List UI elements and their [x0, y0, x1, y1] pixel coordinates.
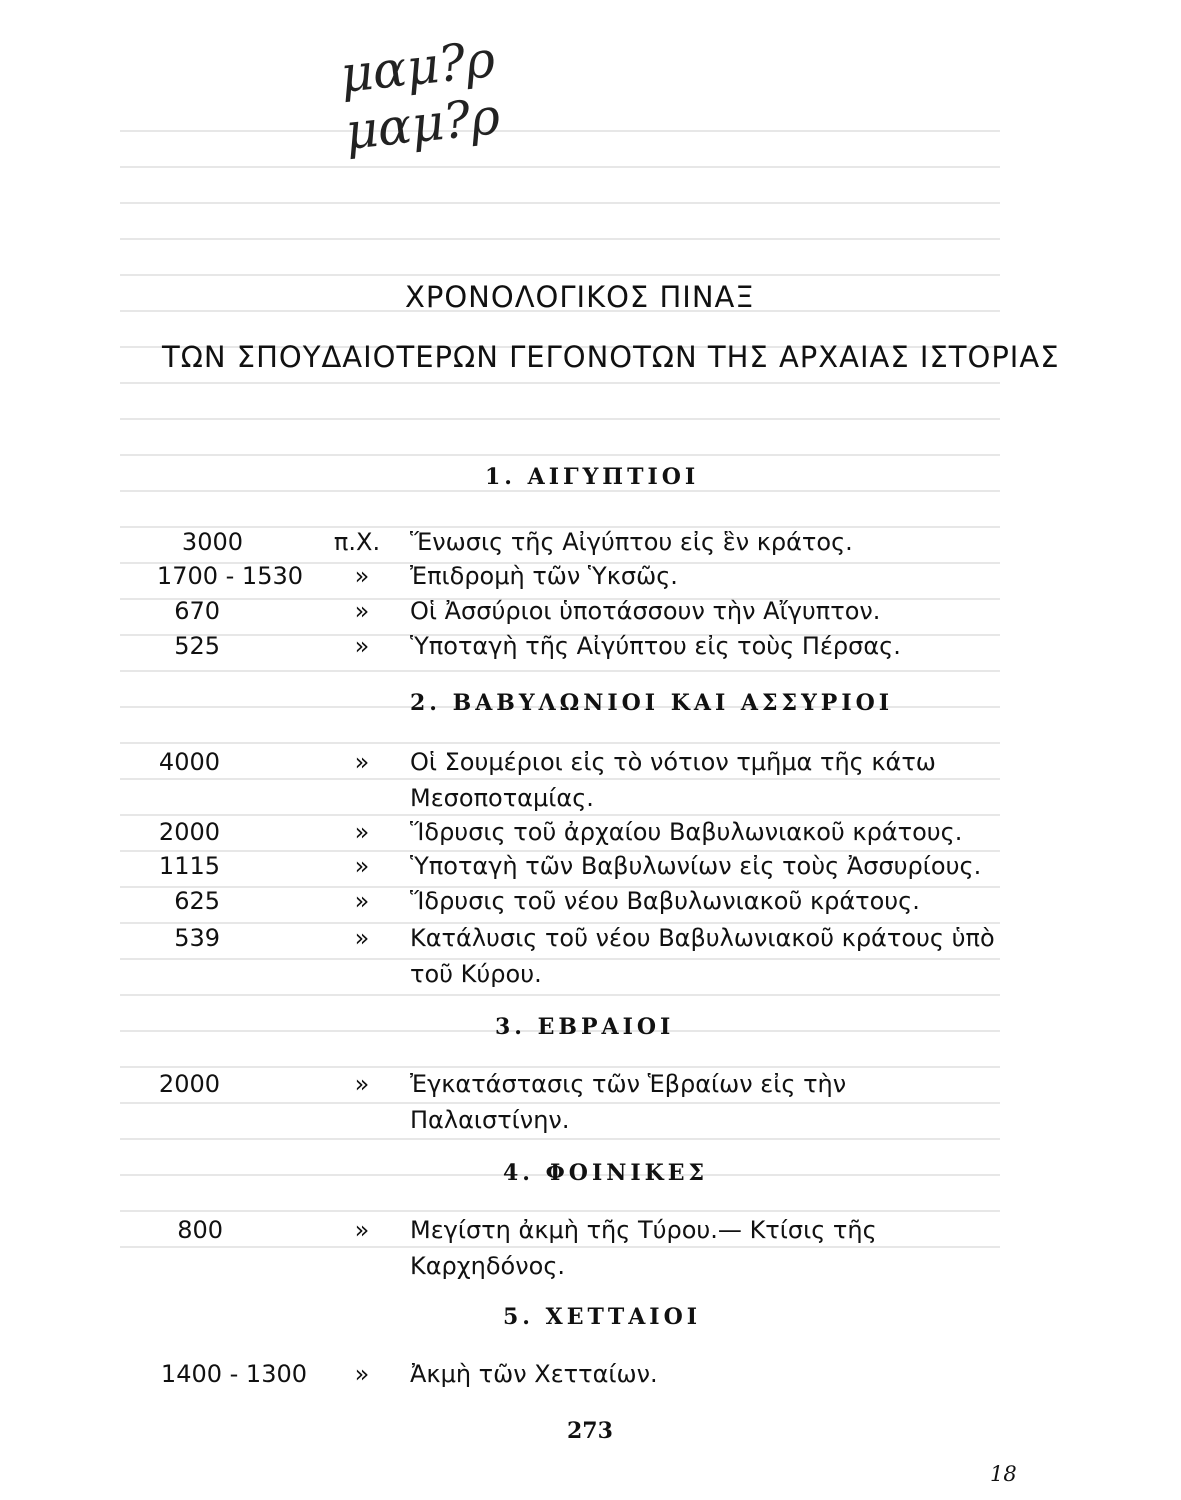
entry-year: 1700 - 1530 [156, 562, 303, 590]
entry-year: 4000 [158, 748, 220, 776]
entry-text: Ἐπιδρομὴ τῶν Ὑκσῶς. [410, 562, 678, 590]
entry-era: » [354, 1360, 370, 1388]
handwritten-note-1: μαμ?ρ [337, 30, 498, 104]
section-heading-hebrews: 3. ΕΒΡΑΙΟΙ [495, 1014, 675, 1040]
entry-year: 625 [174, 887, 220, 915]
folio-number: 18 [990, 1462, 1017, 1486]
entry-year: 525 [174, 632, 220, 660]
entry-year: 2000 [158, 1070, 220, 1098]
entry-year: 2000 [158, 818, 220, 846]
entry-text: Ἀκμὴ τῶν Χετταίων. [410, 1360, 658, 1388]
entry-era: » [354, 1216, 370, 1244]
entry-year: 539 [174, 924, 220, 952]
entry-text: Ὑποταγὴ τῆς Αἰγύπτου εἰς τοὺς Πέρσας. [410, 632, 901, 660]
entry-year: 800 [177, 1216, 223, 1244]
entry-text: Ἵδρυσις τοῦ ἀρχαίου Βαβυλωνιακοῦ κράτους. [410, 818, 963, 846]
entry-year: 1115 [158, 852, 220, 880]
page-number: 273 [567, 1418, 613, 1444]
section-heading-babylonians: 2. ΒΑΒΥΛΩΝΙΟΙ ΚΑΙ ΑΣΣΥΡΙΟΙ [410, 690, 894, 716]
entry-era: » [354, 924, 370, 952]
entry-text: Μεγίστη ἀκμὴ τῆς Τύρου.— Κτίσις τῆς Καρχηδόνος. [410, 1216, 877, 1280]
entry-text: Οἱ Σουμέριοι εἰς τὸ νότιον τμῆμα τῆς κάτω Μεσοποταμίας. [410, 748, 936, 812]
entry-year: 670 [174, 597, 220, 625]
entry-era: π.Χ. [333, 528, 381, 556]
entry-era: » [354, 748, 370, 776]
entry-text: Ἕνωσις τῆς Αἰγύπτου εἰς ἓν κράτος. [410, 528, 853, 556]
section-heading-phoenicians: 4. ΦΟΙΝΙΚΕΣ [503, 1160, 709, 1186]
section-heading-hittites: 5. ΧΕΤΤΑΙΟΙ [503, 1304, 702, 1330]
entry-era: » [354, 562, 370, 590]
entry-era: » [354, 1070, 370, 1098]
entry-era: » [354, 818, 370, 846]
entry-era: » [354, 632, 370, 660]
entry-text: Ὑποταγὴ τῶν Βαβυλωνίων εἰς τοὺς Ἀσσυρίους. [410, 852, 982, 880]
page-title: ΧΡΟΝΟΛΟΓΙΚΟΣ ΠΙΝΑΞ [405, 280, 755, 314]
entry-year: 3000 [181, 528, 243, 556]
entry-text: Ἐγκατάστασις τῶν Ἑβραίων εἰς τὴν Παλαιστίνην. [410, 1070, 847, 1134]
entry-text: Κατάλυσις τοῦ νέου Βαβυλωνιακοῦ κράτους ὑπὸ τοῦ Κύρου. [410, 924, 995, 988]
entry-text: Οἱ Ἀσσύριοι ὑποτάσσουν τὴν Αἴγυπτον. [410, 597, 881, 625]
entry-year: 1400 - 1300 [160, 1360, 307, 1388]
entry-era: » [354, 852, 370, 880]
entry-era: » [354, 887, 370, 915]
entry-era: » [354, 597, 370, 625]
page-subtitle: ΤΩΝ ΣΠΟΥΔΑΙΟΤΕΡΩΝ ΓΕΓΟΝΟΤΩΝ ΤΗΣ ΑΡΧΑΙΑΣ ΙΣΤΟΡΙΑΣ [162, 340, 1060, 374]
handwritten-note-2: μαμ?ρ [342, 87, 503, 161]
section-heading-egyptians: 1. ΑΙΓΥΠΤΙΟΙ [485, 464, 700, 490]
entry-text: Ἵδρυσις τοῦ νέου Βαβυλωνιακοῦ κράτους. [410, 887, 920, 915]
